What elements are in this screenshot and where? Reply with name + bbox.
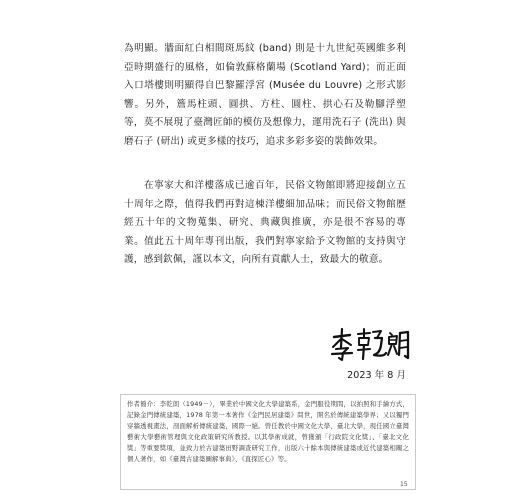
author-bio-text: 作者簡介：李乾朗（1949－），畢業於中國文化大學建築系，金門服役期間，以拍照和手繪方式，記錄金門傳統建築，1978 年第一本著作《金門民居建築》問世，開名於傳統建築學界；又以獨門穿牆透視畫法，剖面解析傳統建築，國際一絕。曾任教於中國文化大學、臺北大學，現任國立臺灣藝術大學藝術管理與文化政策研究所教授。以其學術成就，曾獲頒「行政院文化獎」、「臺北文化獎」等重要獎項，並致力於古建築田野調查研究工作，出版六十餘本與傳統建築或近代建築相關之個人著作，如《臺灣古建築圖解事典》、《直探匠心》等。: [127, 400, 409, 464]
author-signature: [328, 325, 412, 363]
date-line: 2023 年 8 月: [347, 370, 406, 381]
author-bio-box: [120, 394, 416, 490]
body-paragraph: 在寧家大和洋樓落成已逾百年，民俗文物館即將迎接創立五十周年之際，值得我們再對這棟洋樓細加品味；而民俗文物館歷經五十年的文物蒐集、研究、典藏與推廣，亦是很不容易的專業。值此五十周年專刊出版，我們對寧家給予文物館的支持與守護，感到欽佩，謹以本文，向所有貢獻人士，致最大的敬意。: [124, 180, 406, 266]
page-number: 15: [400, 481, 408, 488]
body-paragraph: 為明顯。牆面紅白相間斑馬紋 (band) 則是十九世紀英國維多利亞時期盛行的風格，如倫敦蘇格蘭場 (Scotland Yard)；而正面入口塔樓則明顯得自巴黎羅浮宮 (Musée du Louvre) 之形式影響。另外，簷馬柱頭、圓拱、方柱、圓柱、拱心石及勒腳浮塑等，莫不展現了臺灣匠師的模仿及想像力，運用洗石子 (洗出) 與磨石子 (研出) 或更多樣的技巧，追求多彩多姿的裝飾效果。: [124, 43, 406, 147]
